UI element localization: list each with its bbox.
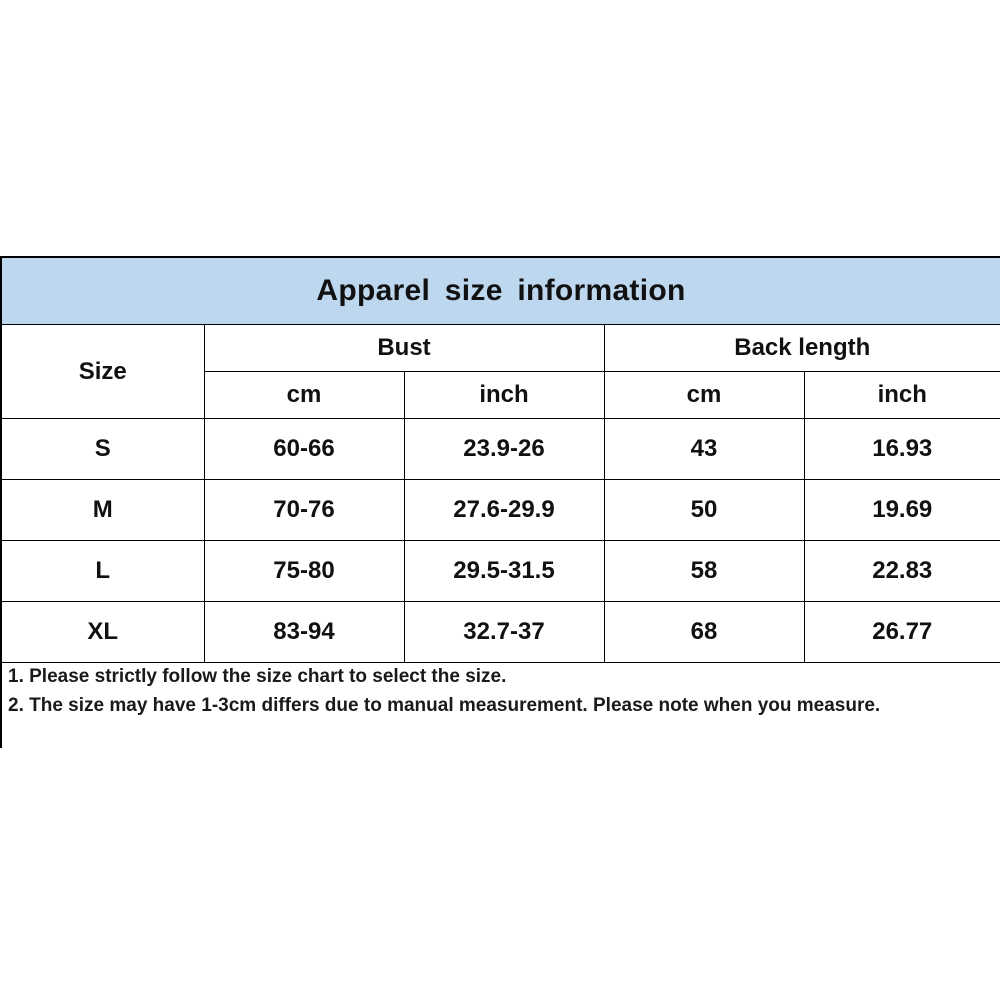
cell-bust-inch: 29.5-31.5 <box>404 541 604 602</box>
cell-size: S <box>2 419 204 480</box>
cell-size: XL <box>2 602 204 663</box>
table-row <box>2 419 1000 480</box>
cell-back-inch: 22.83 <box>804 541 1000 602</box>
cell-bust-cm: 60-66 <box>204 419 404 480</box>
header-bust-cm: cm <box>204 372 404 419</box>
size-chart <box>0 256 1000 748</box>
header-row-groups <box>2 325 1000 372</box>
table-row <box>2 602 1000 663</box>
table-row <box>2 541 1000 602</box>
header-bust-inch: inch <box>404 372 604 419</box>
cell-back-cm: 58 <box>604 541 804 602</box>
cell-bust-inch: 32.7-37 <box>404 602 604 663</box>
chart-title: Apparel size information <box>316 274 686 307</box>
cell-bust-cm: 83-94 <box>204 602 404 663</box>
cell-bust-cm: 70-76 <box>204 480 404 541</box>
cell-back-cm: 68 <box>604 602 804 663</box>
cell-size: L <box>2 541 204 602</box>
cell-back-inch: 16.93 <box>804 419 1000 480</box>
table-row <box>2 480 1000 541</box>
cell-size: M <box>2 480 204 541</box>
cell-back-cm: 43 <box>604 419 804 480</box>
header-bust: Bust <box>204 325 604 372</box>
cell-bust-cm: 75-80 <box>204 541 404 602</box>
cell-back-inch: 19.69 <box>804 480 1000 541</box>
header-back-inch: inch <box>804 372 1000 419</box>
note-1: 1. Please strictly follow the size chart to select the size. <box>8 666 507 687</box>
cell-bust-inch: 27.6-29.9 <box>404 480 604 541</box>
header-size: Size <box>2 325 204 419</box>
header-back-cm: cm <box>604 372 804 419</box>
size-table <box>2 325 1000 663</box>
header-back-length: Back length <box>604 325 1000 372</box>
cell-bust-inch: 23.9-26 <box>404 419 604 480</box>
title-band <box>2 256 1000 325</box>
note-2: 2. The size may have 1-3cm differs due to manual measurement. Please note when you measure. <box>8 695 881 716</box>
cell-back-inch: 26.77 <box>804 602 1000 663</box>
size-notes <box>8 662 998 720</box>
cell-back-cm: 50 <box>604 480 804 541</box>
